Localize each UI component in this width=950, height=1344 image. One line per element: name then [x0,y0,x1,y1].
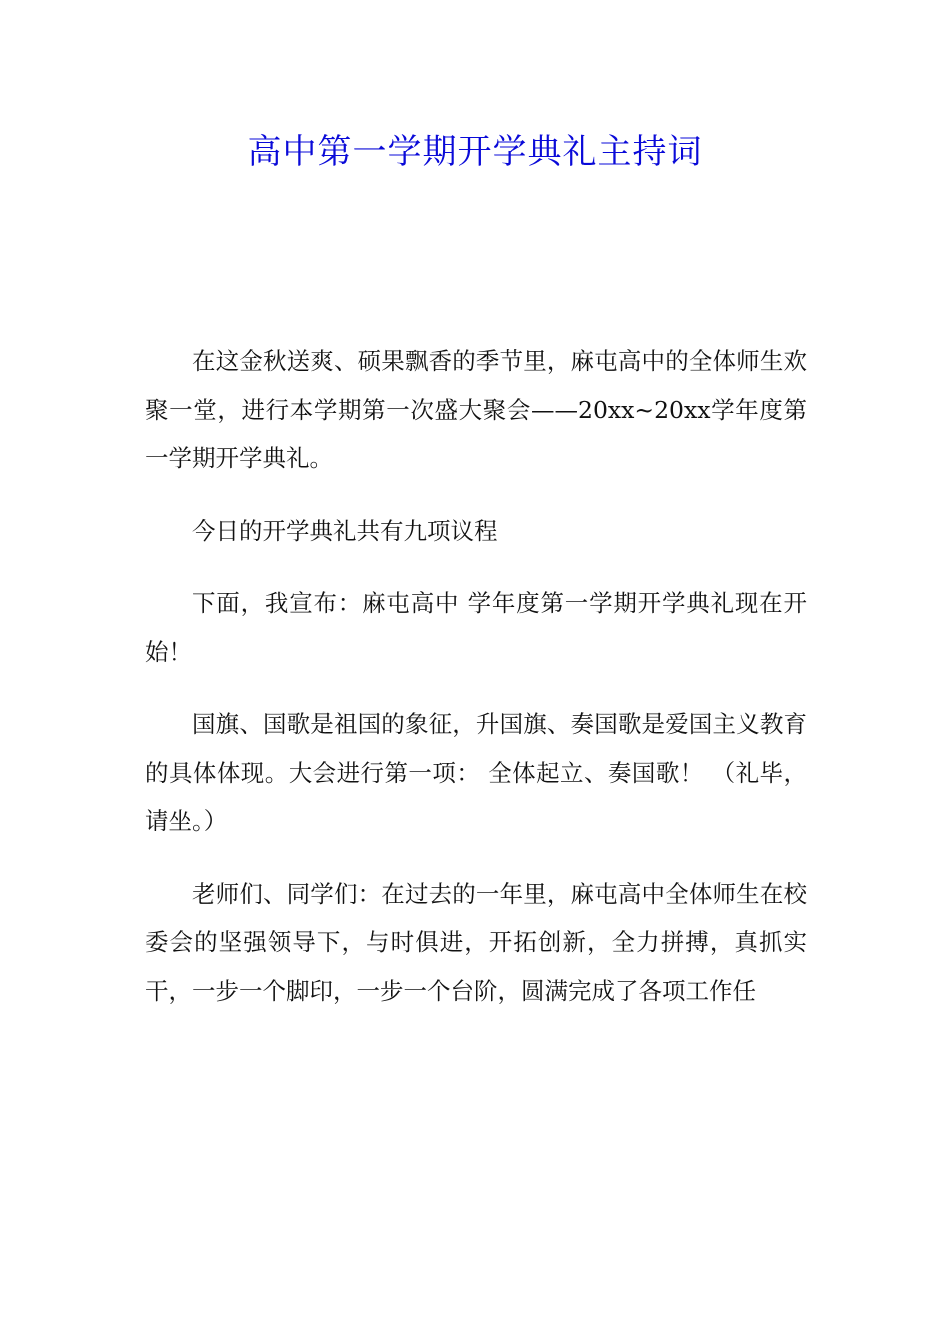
document-body [145,337,807,1039]
document-title: 高中第一学期开学典礼主持词 [247,132,703,172]
paragraph-2: 今日的开学典礼共有九项议程 [192,516,498,545]
paragraph-4: 国旗、国歌是祖国的象征，升国旗、奏国歌是爱国主义教育的具体体现。大会进行第一项： 全体起立、奏国歌！ （礼毕，请坐。） [145,710,807,835]
paragraph-3: 下面，我宣布：麻屯高中 学年度第一学期开学典礼现在开始！ [145,589,807,666]
paragraph-5: 老师们、同学们：在过去的一年里，麻屯高中全体师生在校委会的坚强领导下，与时俱进，开拓创新，全力拼搏，真抓实干，一步一个脚印，一步一个台阶，圆满完成了各项工作任 [145,879,807,1005]
paragraph-1: 在这金秋送爽、硕果飘香的季节里，麻屯高中的全体师生欢聚一堂，进行本学期第一次盛大聚会——20xx~20xx学年度第一学期开学典礼。 [145,347,807,472]
